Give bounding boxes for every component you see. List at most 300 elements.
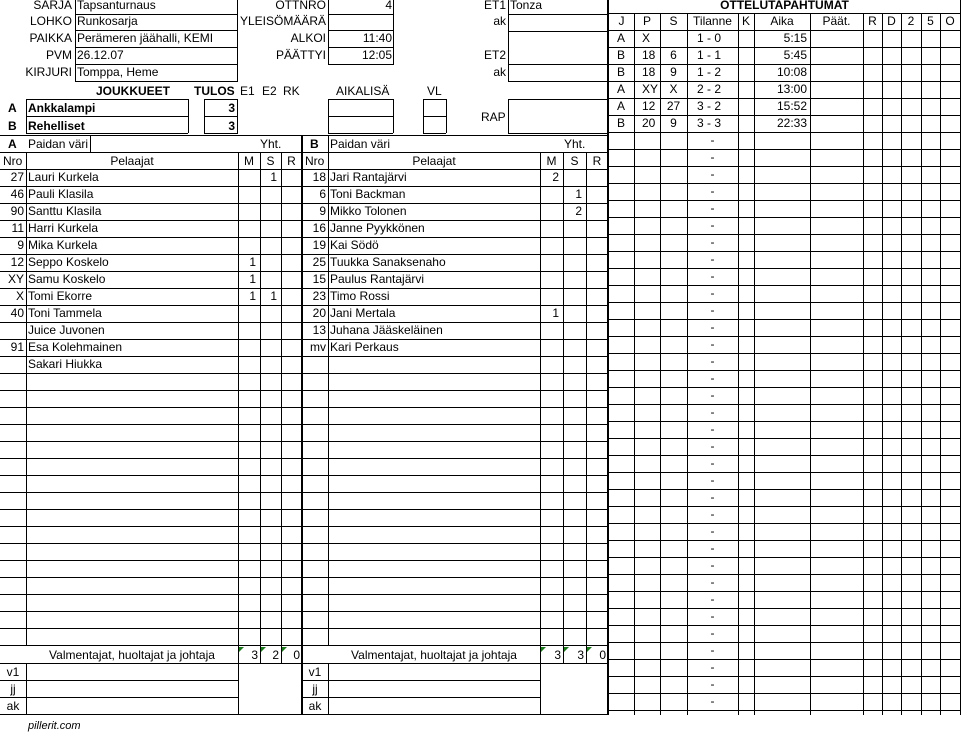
- events-col-line: [940, 14, 941, 715]
- rk-label: RK: [283, 84, 300, 98]
- roster-a-player-nro: 9: [17, 238, 24, 252]
- event-empty-dash: -: [710, 388, 715, 402]
- roster-b-total-s: 3: [577, 648, 584, 662]
- event-empty-dash: -: [710, 269, 715, 283]
- et1-value: Tonza: [510, 0, 543, 12]
- events-row-line: [609, 455, 960, 456]
- event-empty-dash: -: [710, 320, 715, 334]
- roster-a-player-s: 1: [270, 170, 277, 184]
- events-row-line: [609, 319, 960, 320]
- roster-a-coach-line: [0, 697, 238, 698]
- event-empty-dash: -: [710, 507, 715, 521]
- roster-a-coach-col-name: [238, 663, 239, 714]
- roster-a-player-m: 1: [249, 289, 256, 303]
- vl-left: [423, 99, 424, 133]
- event-empty-dash: -: [710, 643, 715, 657]
- roster-b-col-name-right: [540, 153, 541, 663]
- events-row-line: [609, 693, 960, 694]
- aikalisa-mid: [328, 116, 393, 117]
- event-time: 5:15: [783, 31, 807, 45]
- roster-a-ak: ak: [6, 699, 20, 713]
- header-value-ottnro: 4: [385, 0, 392, 12]
- header-left-divider: [75, 0, 76, 82]
- event-team: A: [617, 82, 626, 96]
- event-empty-dash: -: [710, 133, 715, 147]
- roster-a-player-name: Toni Tammela: [28, 306, 102, 320]
- roster-b-coach-col-nro: [328, 663, 329, 714]
- events-j-header: J: [618, 14, 625, 28]
- et1-ak-label: ak: [493, 14, 506, 28]
- aikalisa-left: [328, 99, 329, 133]
- roster-a-player-name: Pauli Klasila: [28, 187, 94, 201]
- event-assist: 6: [670, 48, 677, 62]
- roster-a-nro-header: Nro: [3, 154, 23, 168]
- events-row-line: [609, 200, 960, 201]
- team-b-letter: B: [8, 119, 17, 133]
- roster-b-player-name: Paulus Rantajärvi: [330, 272, 425, 286]
- rap-box-left: [508, 99, 509, 133]
- roster-a-v1: v1: [6, 665, 20, 679]
- event-assist: 27: [666, 99, 681, 113]
- roster-a-player-nro: 27: [10, 170, 24, 184]
- rap-box-top: [508, 99, 608, 100]
- header-value-underline: [328, 14, 393, 15]
- joukkueet-label: JOUKKUEET: [95, 84, 170, 98]
- roster-b-player-nro: 9: [319, 204, 326, 218]
- event-team: A: [617, 99, 626, 113]
- roster-a-yht: Yht.: [260, 137, 282, 151]
- official-underline: [508, 31, 608, 32]
- events-row-line: [609, 285, 960, 286]
- header-value-sarja: Tapsanturnaus: [77, 0, 156, 12]
- header-label-pvm: PVM: [45, 48, 72, 62]
- header-value-alkoi: 11:40: [362, 31, 392, 45]
- roster-b-ak: ak: [308, 699, 322, 713]
- events-2-header: 2: [907, 14, 915, 28]
- events-aika-header: Aika: [770, 14, 794, 28]
- et1-label: ET1: [483, 0, 506, 12]
- roster-b-player-name: Timo Rossi: [330, 289, 390, 303]
- event-empty-dash: -: [710, 252, 715, 266]
- roster-a-col-m-right: [260, 153, 261, 663]
- events-k-header: K: [741, 14, 750, 28]
- event-empty-dash: -: [710, 456, 715, 470]
- events-row-line: [609, 489, 960, 490]
- roster-a-row-line: [0, 611, 302, 612]
- aikalisa-label: AIKALISÄ: [336, 84, 390, 98]
- events-col-line: [810, 14, 811, 715]
- roster-a-player-name: Lauri Kurkela: [28, 170, 99, 184]
- roster-a-player-name: Mika Kurkela: [28, 238, 98, 252]
- roster-a-row-line: [0, 560, 302, 561]
- events-row-line: [609, 642, 960, 643]
- roster-a-coach-col-nro: [26, 663, 27, 714]
- event-empty-dash: -: [710, 422, 715, 436]
- event-assist: 9: [670, 65, 677, 79]
- roster-b-player-name: Toni Backman: [330, 187, 406, 201]
- roster-a-coach-line: [0, 680, 238, 681]
- event-empty-dash: -: [710, 694, 715, 708]
- roster-a-player-name: Sakari Hiukka: [28, 357, 103, 371]
- roster-a-row-line: [0, 492, 302, 493]
- events-row-line: [609, 251, 960, 252]
- event-assist: 9: [670, 116, 677, 130]
- header-label-yleisömäärä: YLEISÖMÄÄRÄ: [239, 14, 326, 28]
- roster-a-paidan-divider: [90, 136, 91, 152]
- event-empty-dash: -: [710, 150, 715, 164]
- events-row-line: [609, 217, 960, 218]
- event-score: 1 - 2: [697, 65, 722, 79]
- events-row-line: [609, 370, 960, 371]
- rosters-bottom-border: [0, 714, 608, 715]
- header-label-lohko: LOHKO: [29, 14, 72, 28]
- roster-b-coach-line: [302, 680, 540, 681]
- roster-b-col-s-right: [586, 153, 587, 663]
- events-s-header: S: [669, 14, 678, 28]
- vl-right: [446, 99, 447, 133]
- roster-b-player-nro: 18: [312, 170, 326, 184]
- events-row-line: [609, 438, 960, 439]
- events-5-header: 5: [927, 14, 934, 28]
- rap-box-bottom: [508, 133, 608, 134]
- event-assist: X: [669, 82, 678, 96]
- events-p-header: P: [642, 14, 651, 28]
- roster-b-nro-header: Nro: [305, 154, 325, 168]
- roster-b-player-name: Mikko Tolonen: [330, 204, 407, 218]
- header-mid-right-border: [393, 0, 394, 65]
- event-empty-dash: -: [710, 592, 715, 606]
- events-col-line: [738, 14, 739, 715]
- roster-b-total-r: 0: [599, 648, 606, 662]
- header-label-ottnro: OTTNRO: [275, 0, 326, 12]
- event-empty-dash: -: [710, 524, 715, 538]
- header-label-alkoi: ALKOI: [290, 31, 326, 45]
- roster-a-row-line: [0, 424, 302, 425]
- roster-a-player-nro: 11: [11, 221, 24, 235]
- events-row-line: [609, 557, 960, 558]
- events-row-line: [609, 676, 960, 677]
- roster-a-player-name: Seppo Koskelo: [28, 255, 109, 269]
- roster-a-row-line: [0, 509, 302, 510]
- roster-b-v1: v1: [308, 665, 322, 679]
- roster-a-r-header: R: [287, 154, 296, 168]
- event-empty-dash: -: [710, 337, 715, 351]
- team-name-right: [188, 99, 189, 133]
- roster-a-row-line: [0, 543, 302, 544]
- events-d-header: D: [887, 14, 896, 28]
- roster-b-jj: jj: [312, 682, 318, 696]
- events-row-line: [609, 268, 960, 269]
- event-empty-dash: -: [710, 660, 715, 674]
- roster-a-total-s: 2: [272, 648, 279, 662]
- event-empty-dash: -: [710, 405, 715, 419]
- aikalisa-bottom: [328, 133, 393, 134]
- roster-a-jj: jj: [10, 682, 16, 696]
- roster-b-total-m: 3: [554, 648, 561, 662]
- roster-a-player-nro: 91: [10, 340, 24, 354]
- roster-b-totals-bottom: [302, 663, 608, 664]
- roster-a-player-m: 1: [249, 255, 256, 269]
- event-time: 13:00: [776, 82, 807, 96]
- header-value-kirjuri: Tomppa, Heme: [77, 65, 159, 79]
- aikalisa-top: [328, 99, 393, 100]
- events-row-line: [609, 625, 960, 626]
- header-mid-divider: [328, 0, 329, 65]
- roster-b-player-nro: 6: [319, 187, 326, 201]
- rosters-top-border: [0, 135, 608, 136]
- roster-b-pelaajat-header: Pelaajat: [412, 154, 456, 168]
- official-underline: [508, 14, 608, 15]
- official-underline: [508, 81, 608, 82]
- event-empty-dash: -: [710, 235, 715, 249]
- event-time: 10:08: [776, 65, 807, 79]
- event-empty-dash: -: [710, 439, 715, 453]
- events-row-line: [609, 149, 960, 150]
- roster-b-paidan-divider: [328, 136, 329, 152]
- score-box-top: [204, 99, 238, 100]
- officials-divider: [508, 0, 509, 82]
- roster-b-player-name: Jari Rantajärvi: [330, 170, 407, 184]
- roster-b-player-name: Janne Pyykkönen: [330, 221, 425, 235]
- roster-b-player-nro: 23: [312, 289, 326, 303]
- events-row-line: [609, 387, 960, 388]
- event-empty-dash: -: [710, 286, 715, 300]
- roster-a-pelaajat-header: Pelaajat: [110, 154, 154, 168]
- roster-a-player-nro: 90: [10, 204, 24, 218]
- events-row-line: [609, 353, 960, 354]
- roster-a-player-name: Esa Kolehmainen: [28, 340, 123, 354]
- events-paat-header: Päät.: [822, 14, 851, 28]
- e2-label: E2: [262, 84, 277, 98]
- roster-a-col-s-right: [281, 153, 282, 663]
- roster-b-player-nro: 25: [312, 255, 326, 269]
- event-team: B: [617, 48, 626, 62]
- events-row-line: [609, 234, 960, 235]
- roster-b-player-nro: 15: [312, 272, 326, 286]
- roster-b-player-name: Kari Perkaus: [330, 340, 399, 354]
- roster-b-player-nro: mv: [310, 340, 326, 354]
- roster-a-player-m: 1: [249, 272, 256, 286]
- events-r-header: R: [868, 14, 877, 28]
- roster-a-player-nro: 46: [10, 187, 24, 201]
- events-tilanne-header: Tilanne: [693, 14, 732, 28]
- event-empty-dash: -: [710, 490, 715, 504]
- roster-a-letter: A: [8, 137, 17, 151]
- roster-b-player-nro: 13: [312, 323, 326, 337]
- events-row-line: [609, 472, 960, 473]
- events-row-line: [609, 166, 960, 167]
- event-scorer: 20: [642, 116, 656, 130]
- event-empty-dash: -: [710, 541, 715, 555]
- event-score: 2 - 2: [697, 82, 722, 96]
- events-col-line: [921, 14, 922, 715]
- event-scorer: X: [642, 31, 651, 45]
- roster-a-header-top: [0, 152, 302, 153]
- roster-b-coach-line: [302, 697, 540, 698]
- events-row-line: [609, 421, 960, 422]
- team-name-left: [26, 99, 27, 133]
- event-empty-dash: -: [710, 354, 715, 368]
- score-box-mid: [204, 116, 238, 117]
- roster-a-player-name: Tomi Ekorre: [28, 289, 93, 303]
- roster-b-player-m: 1: [552, 306, 559, 320]
- events-row-line: [609, 659, 960, 660]
- roster-b-r-header: R: [592, 154, 602, 168]
- roster-b-s-header: S: [570, 154, 579, 168]
- event-empty-dash: -: [710, 609, 715, 623]
- team-b-name: Rehelliset: [28, 119, 85, 133]
- roster-a-row-line: [0, 526, 302, 527]
- header-label-sarja: SARJA: [33, 0, 72, 12]
- events-title: OTTELUTAPAHTUMAT: [720, 0, 849, 12]
- roster-b-col-nro-right: [328, 153, 329, 646]
- events-row-line: [609, 608, 960, 609]
- events-row-line: [609, 591, 960, 592]
- events-col-line: [882, 14, 883, 715]
- header-label-paikka: PAIKKA: [29, 31, 72, 45]
- roster-b-coaches-label: Valmentajat, huoltajat ja johtaja: [351, 648, 517, 662]
- roster-b-left-border: [302, 135, 303, 715]
- footer-text: pillerit.com: [28, 720, 81, 732]
- events-o-header: O: [945, 14, 955, 28]
- roster-b-player-name: Jani Mertala: [330, 306, 396, 320]
- et2-label: ET2: [483, 48, 506, 62]
- team-b-score: 3: [228, 119, 235, 133]
- events-row-line: [609, 506, 960, 507]
- roster-b-coach-col-name: [540, 663, 541, 714]
- event-team: B: [617, 116, 626, 130]
- events-row-line: [609, 336, 960, 337]
- event-empty-dash: -: [710, 473, 715, 487]
- roster-a-coaches-label: Valmentajat, huoltajat ja johtaja: [49, 648, 215, 662]
- roster-b-player-nro: 20: [312, 306, 326, 320]
- roster-a-player-nro: X: [15, 289, 24, 303]
- event-score: 3 - 3: [697, 116, 722, 130]
- roster-a-col-name-right: [238, 153, 239, 663]
- team-a-name-top: [26, 99, 188, 100]
- roster-a-player-s: 1: [270, 289, 277, 303]
- roster-a-s-header: S: [266, 154, 275, 168]
- event-time: 5:45: [783, 48, 807, 62]
- event-team: B: [617, 65, 626, 79]
- roster-a-row-line: [0, 645, 302, 646]
- event-empty-dash: -: [710, 677, 715, 691]
- event-score: 1 - 0: [697, 31, 722, 45]
- roster-b-player-nro: 16: [312, 221, 326, 235]
- roster-a-player-nro: 12: [10, 255, 24, 269]
- roster-b-player-name: Kai Södö: [330, 238, 379, 252]
- header-label-päättyi: PÄÄTTYI: [275, 48, 326, 62]
- roster-b-m-header: M: [546, 154, 557, 168]
- roster-a-row-line: [0, 407, 302, 408]
- roster-a-player-nro: XY: [7, 272, 24, 286]
- events-col-line: [901, 14, 902, 715]
- events-row-line: [609, 132, 960, 133]
- vl-bottom: [423, 133, 446, 134]
- roster-a-row-line: [0, 441, 302, 442]
- header-value-lohko: Runkosarja: [77, 14, 138, 28]
- roster-a-row-line: [0, 628, 302, 629]
- roster-a-total-r: 0: [293, 648, 300, 662]
- roster-b-letter: B: [310, 137, 319, 151]
- roster-a-row-line: [0, 458, 302, 459]
- events-col-line: [863, 14, 864, 715]
- roster-a-player-name: Juice Juvonen: [28, 323, 105, 337]
- aikalisa-right: [393, 99, 394, 133]
- roster-a-row-line: [0, 577, 302, 578]
- roster-a-col-nro-right: [26, 153, 27, 646]
- header-label-kirjuri: KIRJURI: [25, 65, 72, 79]
- event-scorer: XY: [642, 82, 659, 96]
- event-empty-dash: -: [710, 218, 715, 232]
- event-empty-dash: -: [710, 303, 715, 317]
- rap-label: RAP: [481, 110, 506, 124]
- roster-a-total-m: 3: [251, 648, 258, 662]
- event-empty-dash: -: [710, 371, 715, 385]
- team-a-score: 3: [228, 101, 235, 115]
- events-row-line: [609, 404, 960, 405]
- events-right-border: [960, 0, 961, 715]
- events-row-line: [609, 183, 960, 184]
- event-empty-dash: -: [710, 626, 715, 640]
- vl-label: VL: [427, 84, 442, 98]
- header-value-underline: [75, 81, 237, 82]
- score-box-right: [237, 99, 238, 133]
- e1-label: E1: [240, 84, 255, 98]
- events-row-line: [609, 302, 960, 303]
- roster-a-row-line: [0, 373, 302, 374]
- roster-b-player-m: 2: [552, 170, 559, 184]
- tulos-label: TULOS: [194, 84, 235, 98]
- event-empty-dash: -: [710, 575, 715, 589]
- events-row-line: [609, 574, 960, 575]
- event-scorer: 18: [642, 65, 656, 79]
- roster-a-player-nro: 40: [10, 306, 24, 320]
- event-scorer: 18: [642, 48, 656, 62]
- events-row-line: [609, 540, 960, 541]
- event-scorer: 12: [642, 99, 656, 113]
- event-score: 3 - 2: [697, 99, 722, 113]
- team-a-letter: A: [8, 101, 17, 115]
- event-score: 1 - 1: [697, 48, 722, 62]
- roster-a-player-name: Santtu Klasila: [28, 204, 102, 218]
- roster-b-player-s: 1: [575, 187, 582, 201]
- roster-b-player-name: Juhana Jääskeläinen: [330, 323, 443, 337]
- roster-b-player-name: Tuukka Sanaksenaho: [330, 255, 446, 269]
- roster-a-player-name: Samu Koskelo: [28, 272, 106, 286]
- header-value-underline: [328, 64, 393, 65]
- team-a-name: Ankkalampi: [28, 101, 96, 115]
- team-a-name-bottom: [26, 116, 188, 117]
- events-col-line: [634, 14, 635, 715]
- header-value-pvm: 26.12.07: [77, 48, 124, 62]
- roster-b-player-nro: 19: [312, 238, 326, 252]
- roster-a-totals-bottom: [0, 663, 302, 664]
- roster-b-player-s: 2: [575, 204, 582, 218]
- roster-a-paidan-vari: Paidan väri: [28, 137, 89, 151]
- vl-mid: [423, 116, 446, 117]
- roster-b-col-m-right: [563, 153, 564, 663]
- header-value-paikka: Perämeren jäähalli, KEMI: [77, 31, 214, 45]
- roster-b-yht: Yht.: [564, 137, 586, 151]
- event-team: A: [617, 31, 626, 45]
- event-time: 15:52: [776, 99, 807, 113]
- event-empty-dash: -: [710, 167, 715, 181]
- vl-top: [423, 99, 446, 100]
- roster-a-row-line: [0, 390, 302, 391]
- events-row-line: [609, 523, 960, 524]
- header-value-päättyi: 12:05: [361, 48, 392, 62]
